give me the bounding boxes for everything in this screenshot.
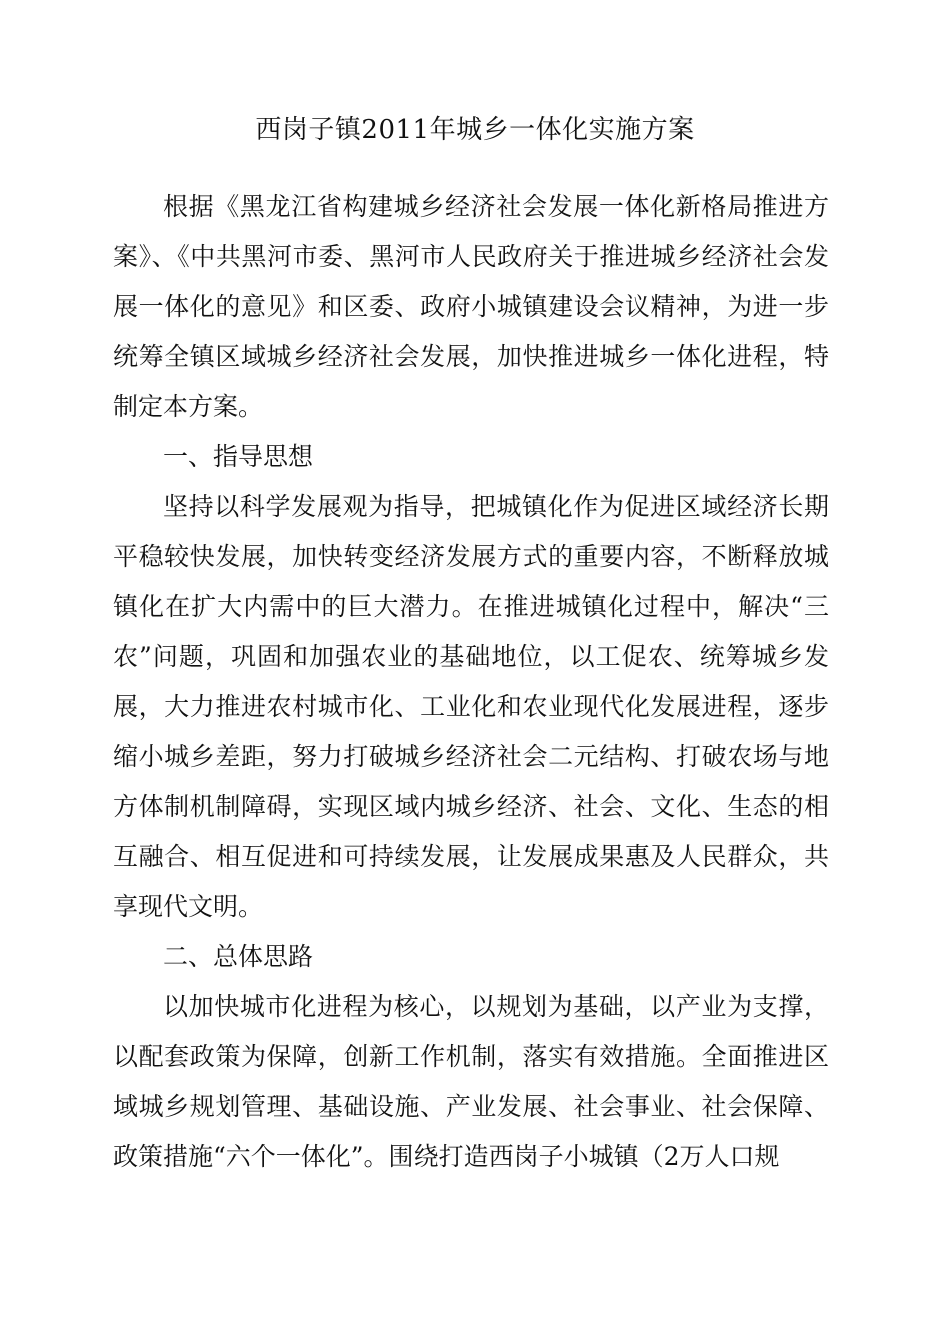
document-title: 西岗子镇2011年城乡一体化实施方案	[255, 115, 695, 145]
intro-paragraph: 根据《黑龙江省构建城乡经济社会发展一体化新格局推进方案》、《中共黑河市委、黑河市人民政府关于推进城乡经济社会发展一体化的意见》和区委、政府小城镇建设会议精神，为进一步统筹全镇区域城乡经济社会发展，加快推进城乡一体化进程，特制定本方案。	[113, 192, 829, 421]
document-body	[113, 182, 829, 1182]
section-heading-overall-approach: 二、总体思路	[163, 942, 314, 971]
overall-approach-paragraph: 以加快城市化进程为核心，以规划为基础，以产业为支撑，以配套政策为保障，创新工作机制，落实有效措施。全面推进区域城乡规划管理、基础设施、产业发展、社会事业、社会保障、政策措施“六个一体化”。围绕打造西岗子小城镇（2万人口规	[113, 992, 829, 1171]
section-heading-guiding-ideology: 一、指导思想	[163, 442, 314, 471]
guiding-ideology-paragraph: 坚持以科学发展观为指导，把城镇化作为促进区域经济长期平稳较快发展，加快转变经济发展方式的重要内容，不断释放城镇化在扩大内需中的巨大潜力。在推进城镇化过程中，解决“三农”问题，巩固和加强农业的基础地位，以工促农、统筹城乡发展，大力推进农村城市化、工业化和农业现代化发展进程，逐步缩小城乡差距，努力打破城乡经济社会二元结构、打破农场与地方体制机制障碍，实现区域内城乡经济、社会、文化、生态的相互融合、相互促进和可持续发展，让发展成果惠及人民群众，共享现代文明。	[113, 492, 829, 921]
